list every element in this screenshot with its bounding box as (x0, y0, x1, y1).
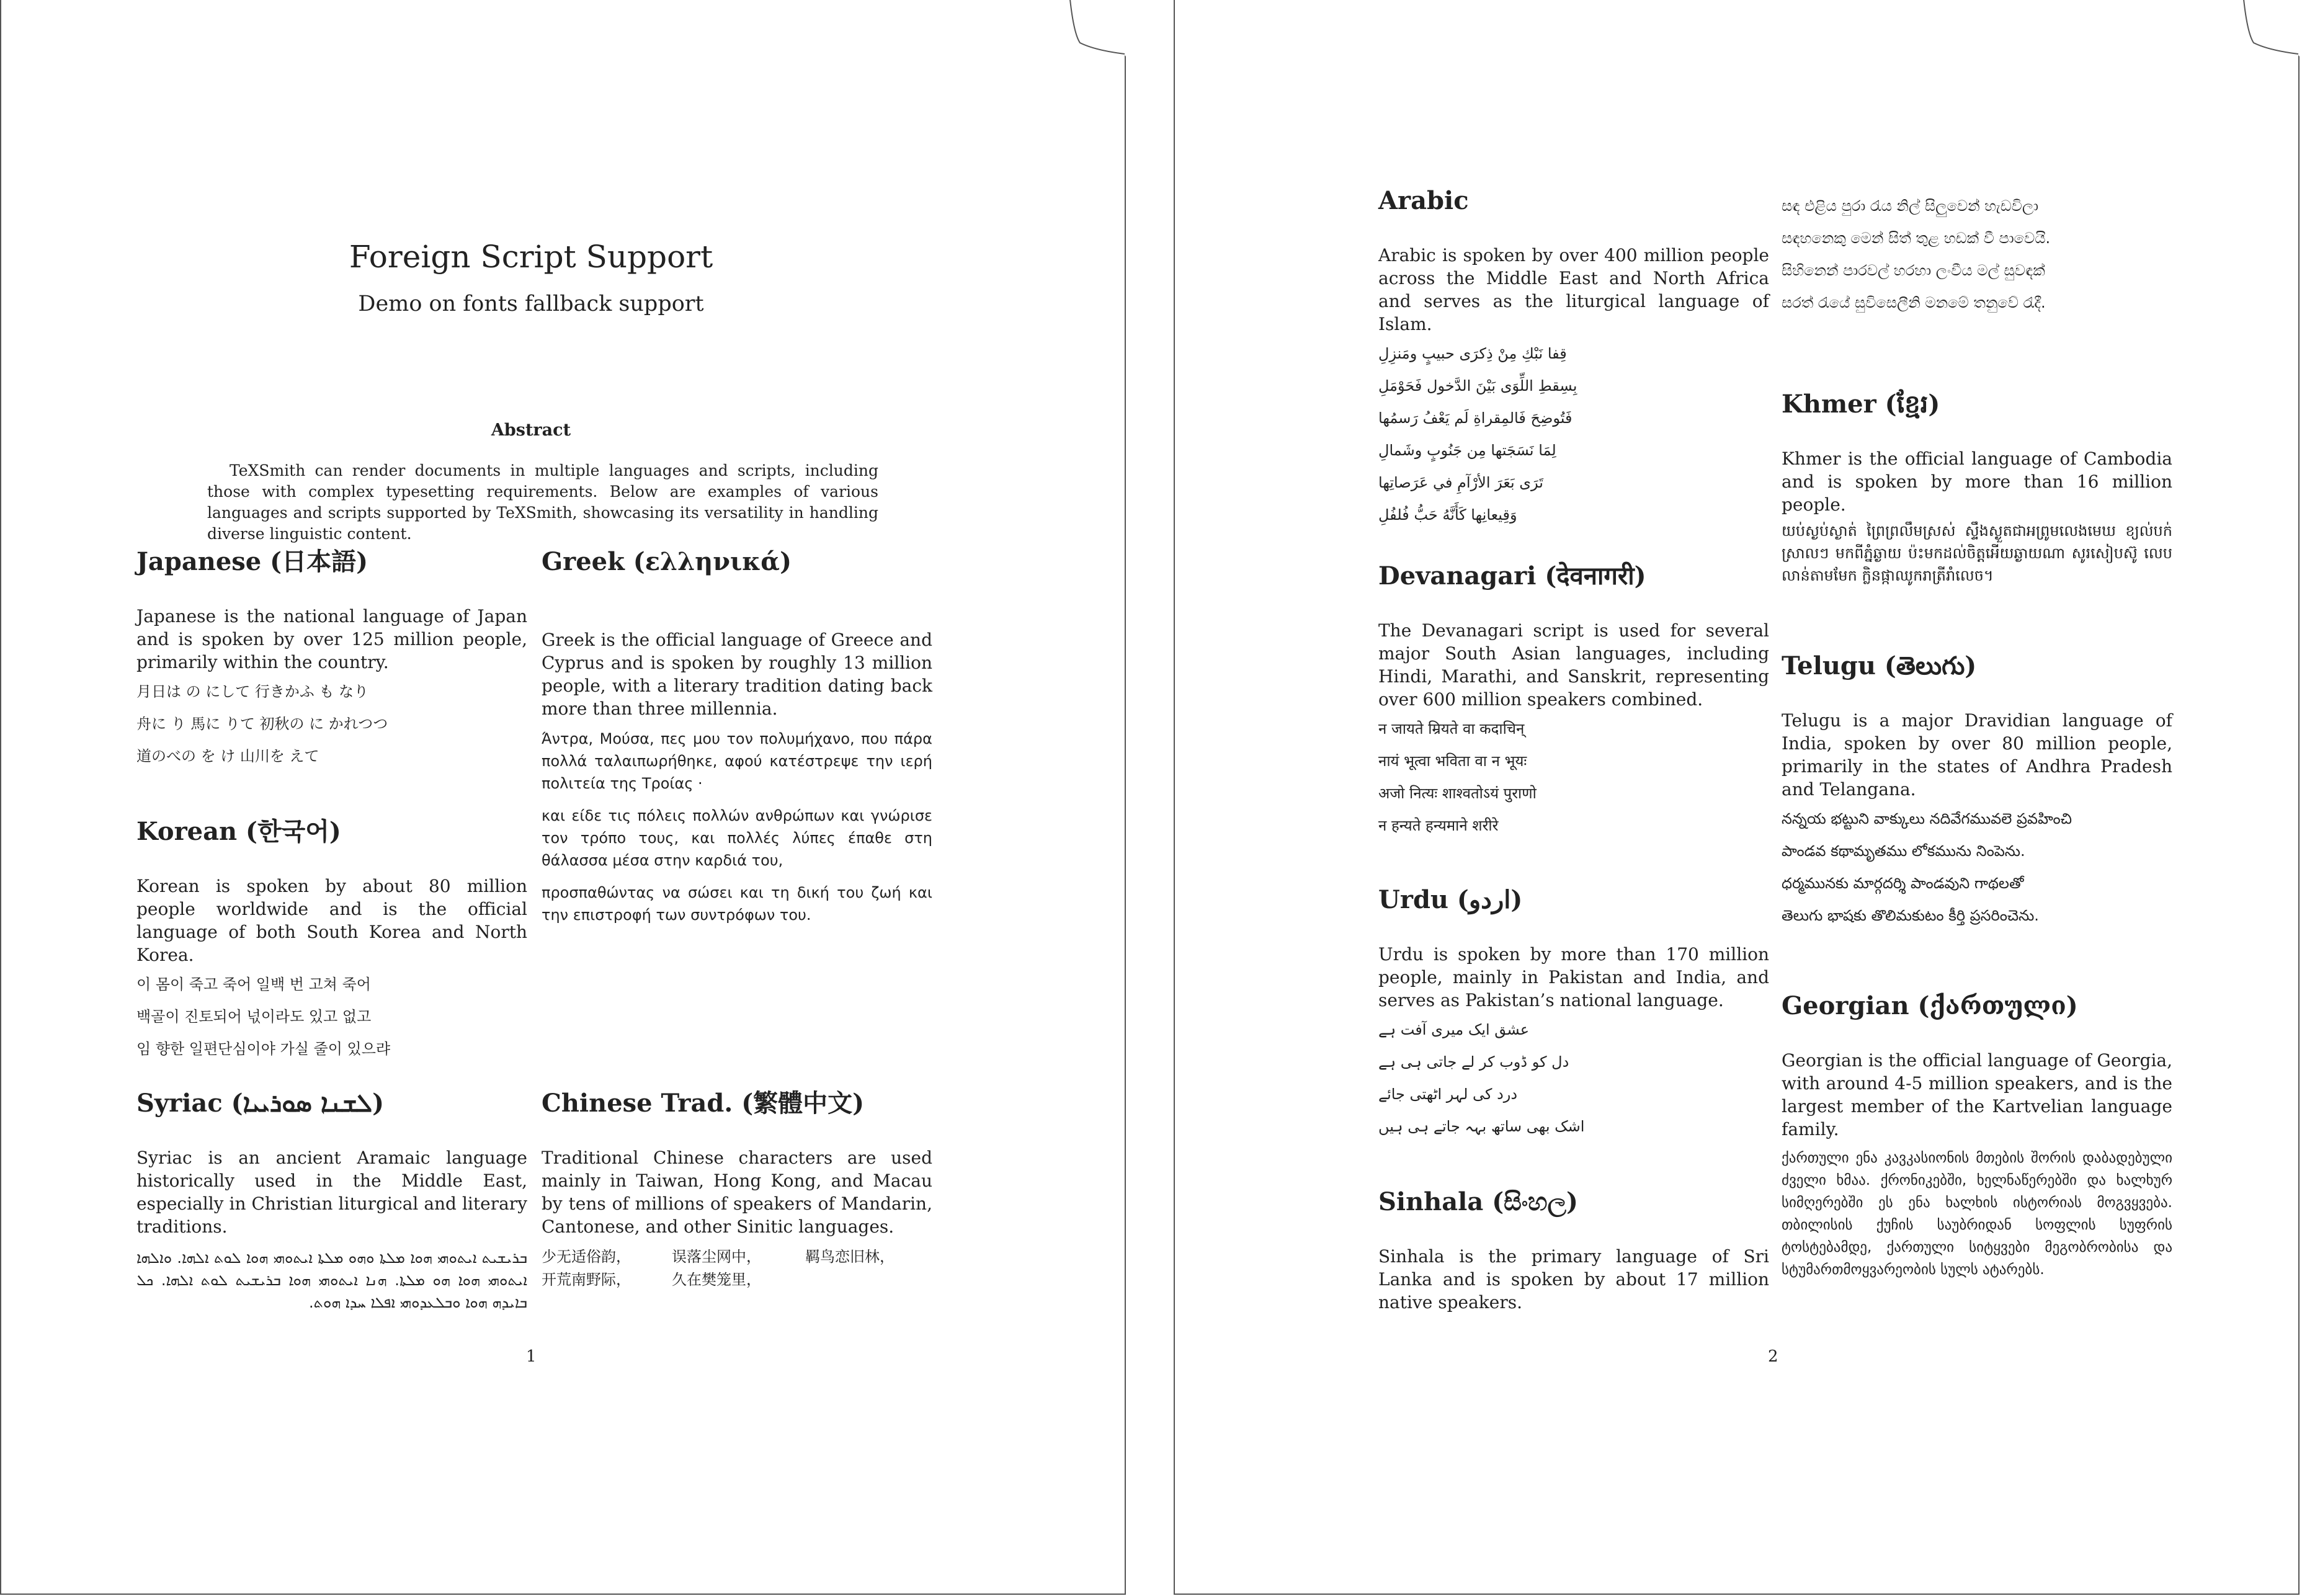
page-fold-icon (2242, 0, 2300, 56)
section-heading: Devanagari (देवनागरी) (1378, 561, 1646, 591)
section-chinese-traditional (542, 1087, 932, 1291)
japanese-sample (136, 675, 527, 772)
poem-phrase: 开荒南野际， (542, 1271, 631, 1288)
sinhala-sample (1782, 190, 2172, 319)
sample-line: नायं भूत्वा भविता वा न भूयः (1378, 752, 1527, 770)
sample-paragraph: προσπαθώντας να σώσει και τη δική του ζωή και την επιστροφή των συντρόφων του. (542, 884, 932, 924)
section-syriac (136, 1087, 527, 1314)
section-arabic (1378, 185, 1769, 531)
sample-paragraph: και είδε τις πόλεις πολλών ανθρώπων και γνώρισε τον τρόπο τους, και πολλές λύπες έπαθε στη θάλασσα μέσα στην καρδιά του, (542, 807, 932, 869)
section-heading: Urdu (اردو) (1378, 885, 1523, 914)
section-description: The Devanagari script is used for several major South Asian languages, including Hindi, Marathi, and Sanskrit, representing over 600 million speakers combined. (1378, 620, 1769, 710)
document-page-1 (0, 0, 1126, 1595)
section-description: Syriac is an ancient Aramaic language historically used in the Middle East, especially in Christian liturgical and literary traditions. (136, 1148, 527, 1237)
section-georgian (1782, 990, 2172, 1281)
greek-sample (542, 728, 932, 926)
section-heading: Sinhala (සිංහල) (1378, 1187, 1578, 1216)
sample-line: 임 향한 일편단심이야 가실 줄이 있으랴 (136, 1040, 391, 1058)
korean-sample (136, 968, 527, 1065)
document-title: Foreign Script Support (349, 239, 713, 275)
section-description: Georgian is the official language of Georgia, with around 4-5 million speakers, and is the largest member of the Kartvelian language family. (1782, 1050, 2172, 1139)
sample-line: සඳ එළිය පුරා රැය නිල් සිලුවෙන් හැඩවිලා (1782, 197, 2039, 215)
section-description: Urdu is spoken by more than 170 million people, mainly in Pakistan and India, and serves as Pakistan’s national language. (1378, 944, 1769, 1010)
sample-line: 이 몸이 죽고 죽어 일백 번 고쳐 죽어 (136, 976, 371, 993)
section-description: Arabic is spoken by over 400 million people across the Middle East and North Africa and serves as the liturgical language of Islam. (1378, 245, 1769, 334)
section-description: Greek is the official language of Greece and Cyprus and is spoken by roughly 13 million people, with a literary tradition dating back more than three millennia. (542, 630, 932, 719)
section-description: Traditional Chinese characters are used mainly in Taiwan, Hong Kong, and Macau by tens of millions of speakers of Mandarin, Cantonese, and other Sinitic languages. (542, 1148, 932, 1237)
section-heading: Chinese Trad. (繁體中文) (542, 1089, 865, 1118)
page-number: 1 (526, 1347, 537, 1366)
sample-line: 舟に り 馬に りて 初秋の に かれつつ (136, 715, 388, 733)
section-heading: Korean (한국어) (136, 817, 341, 846)
sample-line: न हन्यते हन्यमाने शरीरे (1378, 817, 1499, 834)
page-fold-icon (1069, 0, 1126, 56)
sample-line: నన్నయ భట్టుని వాక్కులు నదివేగమువలె ప్రవహించి (1782, 810, 2072, 827)
arabic-sample (1378, 337, 1769, 531)
devanagari-sample (1378, 713, 1769, 842)
section-urdu (1378, 884, 1769, 1143)
poem-row (542, 1246, 932, 1268)
sample-line: न जायते म्रियते वा कदाचिन् (1378, 720, 1525, 738)
urdu-sample (1378, 1014, 1769, 1143)
sample-line: ధర్మమునకు మార్గదర్శి పాండవుని గాథలతో (1782, 875, 2024, 892)
section-korean (136, 816, 527, 1065)
sample-line: وَقِيعانِها كَأَنَّهُ حَبُّ فُلفُلِ (1378, 506, 1517, 524)
poem-phrase: 羁鸟恋旧林， (805, 1248, 894, 1265)
sample-line: فَتُوضِحَ فَالمِقراةِ لَم يَعْفُ رَسمُها (1378, 409, 1573, 427)
document-page-2 (1174, 0, 2300, 1595)
poem-phrase: 久在樊笼里， (672, 1271, 761, 1288)
georgian-sample: ქართული ენა კავკასიონის მთების შორის დაბადებული ძველი ხმაა. ქრონიკებში, ხელნაწერებში და ხალხურ სიმღერებში ეს ენა ხალხის ისტორიას მოგვყვება. თბილისის ქუჩის საუბრიდან სოფლის სუფრის ტოსტებამდე, ქართული სიტყვები მეგობრობისა და სტუმართმოყვარეობის სულს ატარებს. (1782, 1150, 2172, 1278)
sample-line: अजो नित्यः शाश्वतोऽयं पुराणो (1378, 785, 1537, 802)
section-greek (542, 546, 932, 926)
poem-phrase: 少无适俗韵， (542, 1248, 631, 1265)
khmer-sample: យប់ស្ងប់ស្ងាត់ ព្រៃព្រលឹមស្រស់ ស្ទឹងស្ងួតជាអព្រូមលេងមេឃ ខ្យល់បក់ស្រាលៗ មកពីភ្នំឆ្ងាយ ប៉ះមកដល់ចិត្តអើយឆ្ងាយណា សូរសៀបស៊ូ លេបលាន់តាមមែក ក្លិនផ្កាឈូករាត្រីរាំលេច។ (1782, 522, 2172, 584)
syriac-sample: ܒܪܝܫܝܬ ܐܝܬܘܗܝ ܗܘܐ ܡܠܬܐ ܘܗܘ ܡܠܬܐ ܐܝܬܘܗܝ ܗܘܐ ܠܘܬ ܐܠܗܐ. ܘܐܠܗܐ ܐܝܬܘܗܝ ܗܘܐ ܗܘ ܡܠܬܐ. ܗܢܐ ܐܝܬܘܗܝ ܗܘܐ ܒܪܝܫܝܬ ܠܘܬ ܐܠܗܐ. ܟܠ ܒܐܝܕܗ ܗܘܐ ܘܒܠܥܕܘܗܝ ܐܦܠܐ ܚܕܐ ܗܘܬ. (136, 1249, 527, 1311)
poem-row (542, 1268, 932, 1291)
sample-line: పాండవ కథామృతము లోకమును నింపెను. (1782, 842, 2025, 860)
sample-line: සඳහනෙකු මෙන් සිත් තුළ හඩක් වී පාවෙයි. (1782, 230, 2051, 247)
sample-line: සිහිනෙන් පාරවල් හරහා ලංවීය මල් සුවඳක් (1782, 262, 2045, 279)
section-heading: Japanese (日本語) (136, 547, 368, 576)
sample-line: بِسِقطِ اللِّوَى بَيْنَ الدَّخول فَحَوْمَلِ (1378, 377, 1577, 395)
chinese-sample (542, 1246, 932, 1291)
section-japanese (136, 546, 527, 772)
section-heading: Telugu (తెలుగు) (1782, 651, 1977, 680)
sample-line: 백골이 진토되어 넋이라도 있고 없고 (136, 1008, 372, 1025)
sample-line: عشق ایک میری آفت ہے (1378, 1021, 1530, 1038)
sample-line: اشک بھی ساتھ بہہ جاتے ہی ہیں (1378, 1118, 1585, 1135)
section-heading: Arabic (1378, 186, 1469, 215)
section-heading: Greek (ελληνικά) (542, 547, 792, 576)
sample-line: قِفا نَبْكِ مِنْ ذِكرَى حبيبٍ ومَنزِلِ (1378, 345, 1567, 362)
section-devanagari (1378, 560, 1769, 842)
section-heading: Khmer (ខ្មែរ) (1782, 390, 1940, 419)
section-heading: Georgian (ქართული) (1782, 991, 2078, 1020)
section-description: Korean is spoken by about 80 million people worldwide and is the official language of both South Korea and North Korea. (136, 876, 527, 965)
abstract-heading: Abstract (491, 421, 571, 440)
section-description: Japanese is the national language of Japan and is spoken by over 125 million people, primarily within the country. (136, 606, 527, 672)
sample-paragraph: Άντρα, Μούσα, πες μου τον πολυμήχανο, που πάρα πολλά ταλαιπωρήθηκε, αφού κατέστρεψε την ιερή πολιτεία της Τροίας · (542, 730, 932, 792)
sample-line: 道のべの を け 山川を えて (136, 747, 319, 765)
page-number: 2 (1768, 1347, 1778, 1366)
section-sinhala (1378, 1186, 1769, 1314)
document-subtitle: Demo on fonts fallback support (358, 292, 704, 316)
poem-phrase: 误落尘网中， (672, 1248, 761, 1265)
section-telugu (1782, 650, 2172, 932)
sample-line: تَرَى بَعَرَ الأرْآمِ في عَرَصاتِها (1378, 474, 1543, 491)
sample-line: لِمَا نَسَجَتها مِن جَنُوبٍ وشَمالِ (1378, 442, 1556, 459)
sample-line: درد کی لہر اٹھتی جائے (1378, 1086, 1518, 1103)
section-description: Sinhala is the primary language of Sri Lanka and is spoken by about 17 million native speakers. (1378, 1246, 1769, 1313)
section-description: Telugu is a major Dravidian language of India, spoken by over 80 million people, primarily in the states of Andhra Pradesh and Telangana. (1782, 710, 2172, 800)
sample-line: සරත් රැයේ සුවිසෙලීනි මනමේ තනුවේ රැදී. (1782, 294, 2046, 311)
section-khmer (1782, 388, 2172, 587)
telugu-sample (1782, 803, 2172, 932)
sinhala-sample-continued (1782, 190, 2172, 319)
sample-line: دل کو ڈوب کر لے جاتی ہی ہے (1378, 1053, 1569, 1071)
sample-line: తెలుగు భాషకు తొలిమకుటం కీర్తి ప్రసరించెను. (1782, 907, 2039, 924)
section-heading: Syriac (ܠܫܢܐ ܣܘܪܝܝܐ) (136, 1089, 385, 1118)
abstract-text: TeXSmith can render documents in multiple languages and scripts, including those with complex typesetting requirements. Below are examples of various languages and scripts supported by TeXSmith, showcasing its versatility in handling diverse linguistic content. (207, 461, 878, 543)
sample-line: 月日は の にして 行きかふ も なり (136, 683, 369, 700)
section-description: Khmer is the official language of Cambodia and is spoken by more than 16 million people. (1782, 448, 2172, 515)
